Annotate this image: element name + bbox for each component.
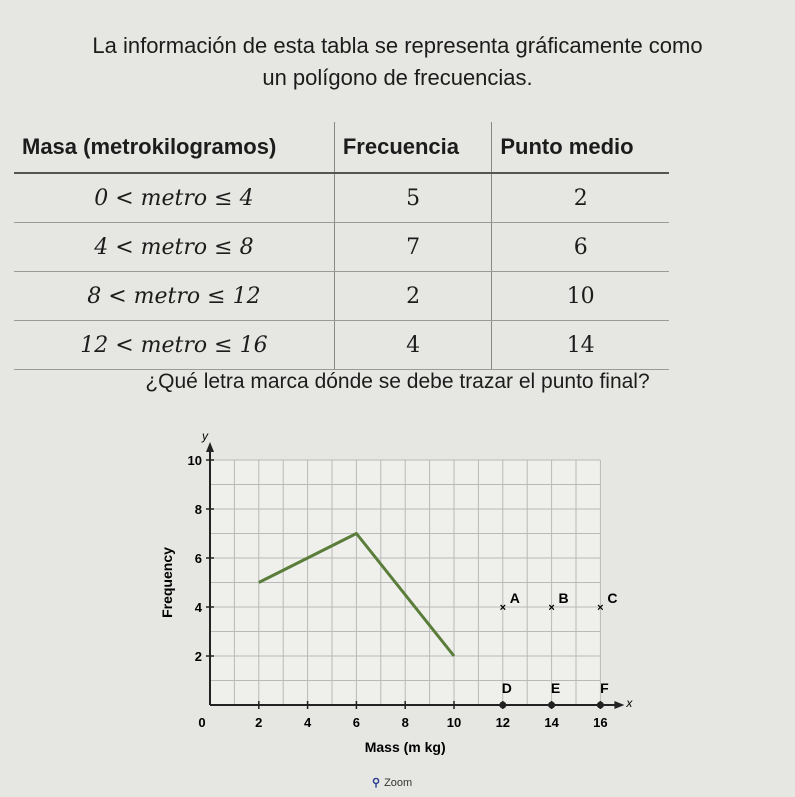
table-row (14, 223, 669, 272)
point-marker (597, 702, 604, 709)
cell-midpoint: 6 (492, 223, 669, 272)
frequency-table (14, 122, 669, 370)
point-label: E (550, 680, 561, 696)
table-row (14, 173, 669, 223)
point-label: C (607, 590, 618, 606)
cell-frequency: 2 (334, 272, 492, 321)
magnifier-icon: ⚲ (372, 777, 381, 789)
prompt-text: ¿Qué letra marca dónde se debe trazar el punto final? (145, 370, 650, 393)
x-tick-label: 12 (495, 715, 511, 730)
y-tick-label: 10 (187, 453, 202, 468)
point-marker: × (597, 602, 604, 614)
y-axis-letter: y (202, 429, 208, 443)
y-tick-label: 6 (194, 551, 202, 566)
point-label: D (501, 680, 512, 696)
cell-interval: 4 < metro ≤ 8 (14, 223, 334, 272)
cell-interval: 0 < metro ≤ 4 (14, 173, 334, 223)
table-header-row (14, 122, 669, 173)
x-tick-label: 4 (303, 715, 312, 730)
cell-frequency: 4 (334, 321, 492, 370)
x-tick-label: 2 (255, 715, 263, 730)
point-label: A (509, 590, 520, 606)
y-axis-arrow (206, 442, 214, 452)
cell-midpoint: 10 (492, 272, 669, 321)
table-row (14, 272, 669, 321)
cell-midpoint: 14 (492, 321, 669, 370)
cell-midpoint: 2 (492, 173, 669, 223)
table-row (14, 321, 669, 370)
header-midpoint: Punto medio (492, 122, 669, 173)
frequency-polygon-chart (0, 420, 795, 770)
y-tick-label: 4 (194, 600, 202, 615)
y-tick-label: 8 (194, 502, 202, 517)
x-tick-label: 14 (544, 715, 559, 730)
question-line-1: La información de esta tabla se representa gráficamente como (92, 33, 703, 58)
point-label: B (558, 590, 569, 606)
x-axis-arrow (614, 701, 624, 709)
x-tick-label: 8 (401, 715, 409, 730)
point-marker (548, 702, 555, 709)
zoom-button[interactable] (372, 776, 412, 789)
y-axis-label: Frequency (159, 547, 175, 618)
x-axis-label: Mass (m kg) (364, 739, 446, 755)
x-tick-label: 6 (352, 715, 361, 730)
chart-svg (0, 420, 795, 770)
x-tick-label: 10 (446, 715, 462, 730)
question-text (20, 30, 775, 94)
point-marker: × (548, 602, 555, 614)
zoom-label: Zoom (384, 777, 413, 789)
cell-frequency: 5 (334, 173, 492, 223)
cell-interval: 12 < metro ≤ 16 (14, 321, 334, 370)
point-label: F (600, 680, 609, 696)
y-tick-label: 2 (194, 649, 202, 664)
x-tick-label: 16 (593, 715, 608, 730)
question-line-2: un polígono de frecuencias. (262, 65, 533, 90)
x-axis-letter: x (626, 696, 633, 710)
cell-frequency: 7 (334, 223, 492, 272)
header-mass: Masa (metrokilogramos) (14, 122, 334, 173)
x-tick-label: 0 (198, 715, 206, 730)
point-marker: × (499, 602, 507, 614)
header-frequency: Frecuencia (334, 122, 492, 173)
cell-interval: 8 < metro ≤ 12 (14, 272, 334, 321)
point-marker (499, 702, 506, 709)
